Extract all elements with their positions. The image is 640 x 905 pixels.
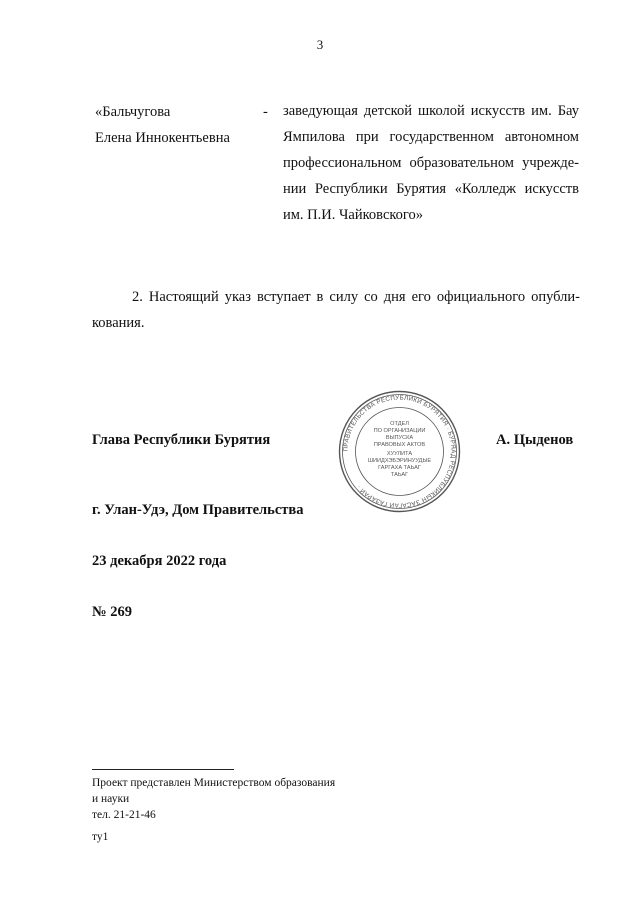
page-number: 3 bbox=[316, 37, 324, 52]
footnote-code: ту1 bbox=[92, 831, 109, 843]
appointee-name-line2: Елена Иннокентьевна bbox=[95, 130, 230, 146]
seal-inner-line: ТАЬАГ bbox=[390, 472, 409, 478]
role-line: заведующая детской школой искусств им. Бау bbox=[283, 103, 579, 119]
seal-ring-textpath: ПРАВИТЕЛЬСТВА РЕСПУБЛИКИ БУРЯТИЯ · БУРЯАД РЕСПУБЛИКЫН ЗАСАГАЙ ГАЗАРАЙ · bbox=[342, 394, 457, 509]
clause-paragraph bbox=[92, 284, 580, 336]
role-line: им. П.И. Чайковского» bbox=[283, 207, 424, 223]
appointee-dash: - bbox=[263, 104, 268, 120]
footnote-line2: и науки bbox=[92, 793, 130, 805]
footnote-divider bbox=[92, 769, 234, 770]
decree-number: № 269 bbox=[92, 604, 132, 620]
seal-inner-line: ШИИДХЭБЭРИНУУДЫЕ bbox=[367, 458, 432, 464]
role-line: нии Республики Бурятия «Колледж искусств bbox=[283, 181, 579, 197]
clause-line2: кования. bbox=[92, 315, 145, 331]
footnote-phone: тел. 21-21-46 bbox=[92, 809, 156, 821]
footnote-line1: Проект представлен Министерством образования bbox=[92, 777, 336, 789]
signature-position: Глава Республики Бурятия bbox=[92, 432, 271, 448]
appointee-role bbox=[283, 98, 579, 228]
seal-inner-line: ПО ОРГАНИЗАЦИИ bbox=[373, 428, 426, 434]
role-line: профессиональном образовательном учрежде- bbox=[283, 155, 579, 171]
signing-place: г. Улан-Удэ, Дом Правительства bbox=[92, 502, 304, 518]
signing-date: 23 декабря 2022 года bbox=[92, 553, 227, 569]
seal-inner-line: ГАРГАХА ТАЬАГ bbox=[378, 465, 421, 471]
official-seal bbox=[337, 389, 462, 514]
signatory-name: А. Цыденов bbox=[496, 432, 574, 448]
seal-inner-line: ПРАВОВЫХ АКТОВ bbox=[373, 442, 426, 448]
seal-inner-line: ВЫПУСКА bbox=[385, 435, 414, 441]
appointee-name-line1: «Бальчугова bbox=[95, 104, 171, 120]
clause-line1: 2. Настоящий указ вступает в силу со дня его официального опубли- bbox=[132, 289, 580, 305]
seal-inner-line: ОТДЕЛ bbox=[390, 421, 409, 427]
role-line: Ямпилова при государственном автономном bbox=[283, 129, 579, 145]
seal-inner-line: ХУУЛИТА bbox=[386, 451, 413, 457]
